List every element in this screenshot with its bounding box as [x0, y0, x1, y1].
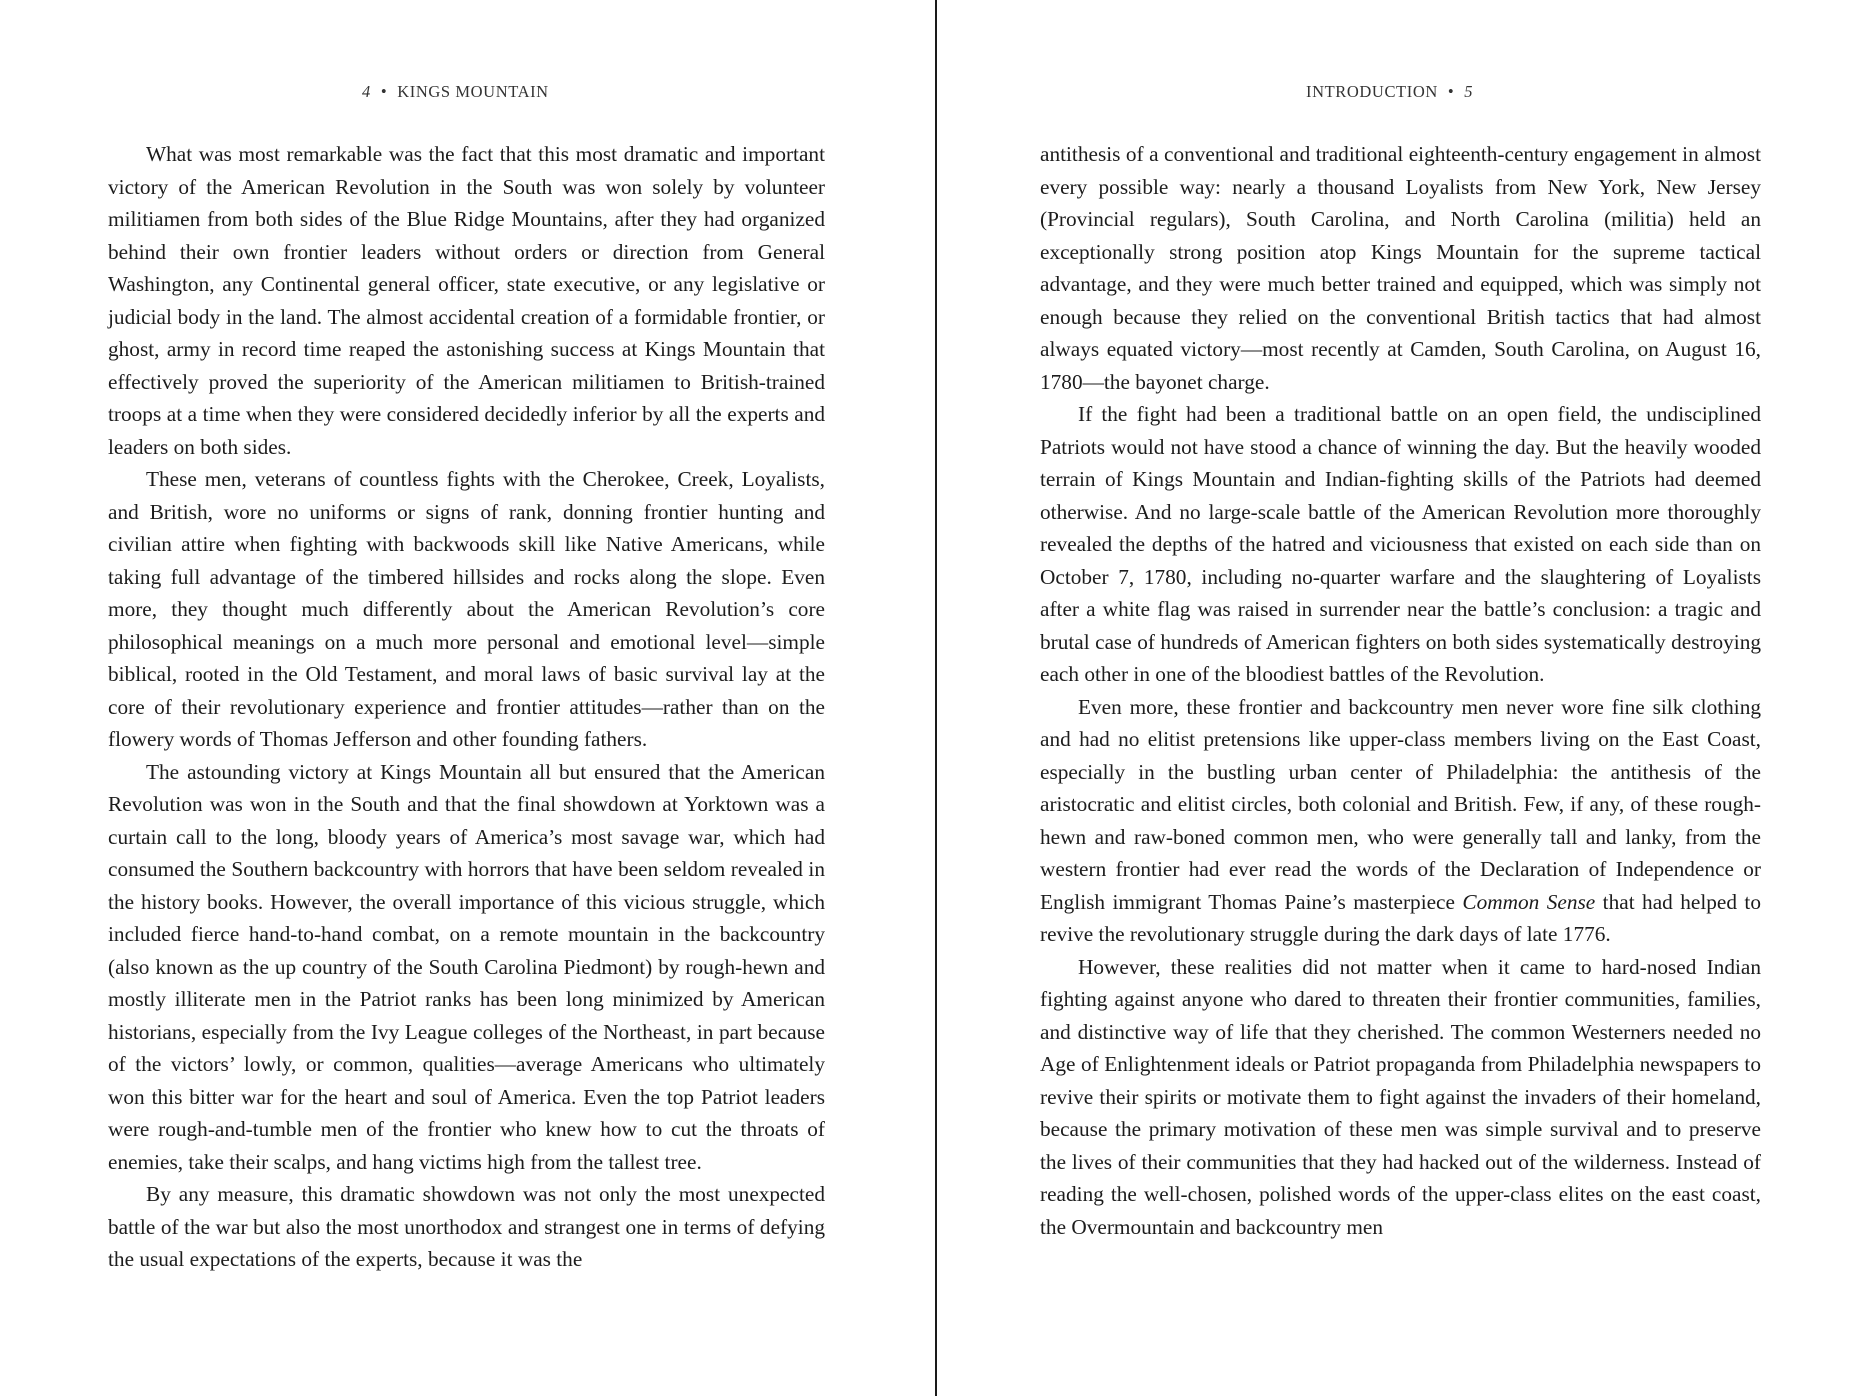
- paragraph: These men, veterans of countless fights with the Cherokee, Creek, Loyalists, and British, wore no uniforms or signs of rank, donning frontier hunting and civilian attire when fighting with backwoods skill like Native Americans, while taking full advantage of the timbered hillsides and rocks along the slope. Even more, they thought much differently about the American Revolution’s core philosophical meanings on a much more personal and emotional level—simple biblical, rooted in the Old Testament, and moral laws of basic survival lay at the core of their revolutionary experience and frontier attitudes—rather than on the flowery words of Thomas Jefferson and other founding fathers.: [108, 467, 825, 751]
- running-head: [362, 82, 549, 102]
- page-number: 5: [1464, 82, 1474, 101]
- page-body: [1040, 138, 1761, 1243]
- book-title-italic: Common Sense: [1462, 889, 1596, 914]
- paragraph: However, these realities did not matter when it came to hard-nosed Indian fighting against anyone who dared to threaten their frontier communities, families, and distinctive way of life that they cherished. The common Westerners needed no Age of Enlightenment ideals or Patriot propaganda from Philadelphia newspapers to revive their spirits or motivate them to fight against the invaders of their homeland, because the primary motivation of these men was simple survival and to preserve the lives of their communities that they had hacked out of the wilderness. Instead of reading the well-chosen, polished words of the upper-class elites on the east coast, the Overmountain and backcountry men: [1040, 954, 1761, 1239]
- paragraph: [1040, 691, 1761, 951]
- paragraph: By any measure, this dramatic showdown was not only the most unexpected battle of the war but also the most unorthodox and strangest one in terms of defying the usual expectations of the experts, because it was the: [108, 1182, 825, 1271]
- running-head-title: KINGS MOUNTAIN: [397, 82, 549, 101]
- paragraph: What was most remarkable was the fact that this most dramatic and important victory of the American Revolution in the South was won solely by volunteer militiamen from both sides of the Blue Ridge Mountains, after they had organized behind their own frontier leaders without orders or direction from General Washington, any Continental general officer, state executive, or any legislative or judicial body in the land. The almost accidental creation of a formidable frontier, or ghost, army in record time reaped the astonishing success at Kings Mountain that effectively proved the superiority of the American militiamen to British-trained troops at a time when they were considered decidedly inferior by all the experts and leaders on both sides.: [108, 142, 825, 459]
- paragraph: If the fight had been a traditional battle on an open field, the undisciplined Patriots would not have stood a chance of winning the day. But the heavily wooded terrain of Kings Mountain and Indian-fighting skills of the Patriots had deemed otherwise. And no large-scale battle of the American Revolution more thoroughly revealed the depths of the hatred and viciousness that existed on each side than on October 7, 1780, including no-quarter warfare and the slaughtering of Loyalists after a white flag was raised in surrender near the battle’s conclusion: a tragic and brutal case of hundreds of American fighters on both sides systematically destroying each other in one of the bloodiest battles of the Revolution.: [1040, 402, 1761, 686]
- header-separator: •: [380, 82, 388, 101]
- page-number: 4: [362, 82, 371, 101]
- page-body: [108, 138, 825, 1276]
- header-separator: •: [1447, 82, 1455, 101]
- text-run: that had helped to revive the revolutionary struggle during the dark days of late 1776.: [1040, 889, 1761, 946]
- right-page: [937, 0, 1862, 1396]
- running-head-title: INTRODUCTION: [1306, 82, 1438, 101]
- paragraph-continued: antithesis of a conventional and traditional eighteenth-century engagement in almost every possible way: nearly a thousand Loyalists from New York, New Jersey (Provincial regulars), South Carolina, and North Carolina (militia) held an exceptionally strong position atop Kings Mountain for the supreme tactical advantage, and they were much better trained and equipped, which was simply not enough because they relied on the conventional British tactics that had almost always equated victory—most recently at Camden, South Carolina, on August 16, 1780—the bayonet charge.: [1040, 142, 1761, 394]
- text-run: Even more, these frontier and backcountry men never wore fine silk clothing and had no elitist pretensions like upper-class members living on the East Coast, especially in the bustling urban center of Philadelphia: the antithesis of the aristocratic and elitist circles, both colonial and British. Few, if any, of these rough-hewn and raw-boned common men, who were generally tall and lanky, from the western frontier had ever read the words of the Declaration of Independence or English immigrant Thomas Paine’s masterpiece: [1040, 694, 1761, 914]
- paragraph: The astounding victory at Kings Mountain all but ensured that the American Revolution was won in the South and that the final showdown at Yorktown was a curtain call to the long, bloody years of America’s most savage war, which had consumed the Southern backcountry with horrors that have been seldom revealed in the history books. However, the overall importance of this vicious struggle, which included fierce hand-to-hand combat, on a remote mountain in the backcountry (also known as the up country of the South Carolina Piedmont) by rough-hewn and mostly illiterate men in the Patriot ranks has been long minimized by American historians, especially from the Ivy League colleges of the Northeast, in part because of the victors’ lowly, or common, qualities—average Americans who ultimately won this bitter war for the heart and soul of America. Even the top Patriot leaders were rough-and-tumble men of the frontier who knew how to cut the throats of enemies, take their scalps, and hang victims high from the tallest tree.: [108, 759, 825, 1174]
- running-head: [1306, 82, 1473, 102]
